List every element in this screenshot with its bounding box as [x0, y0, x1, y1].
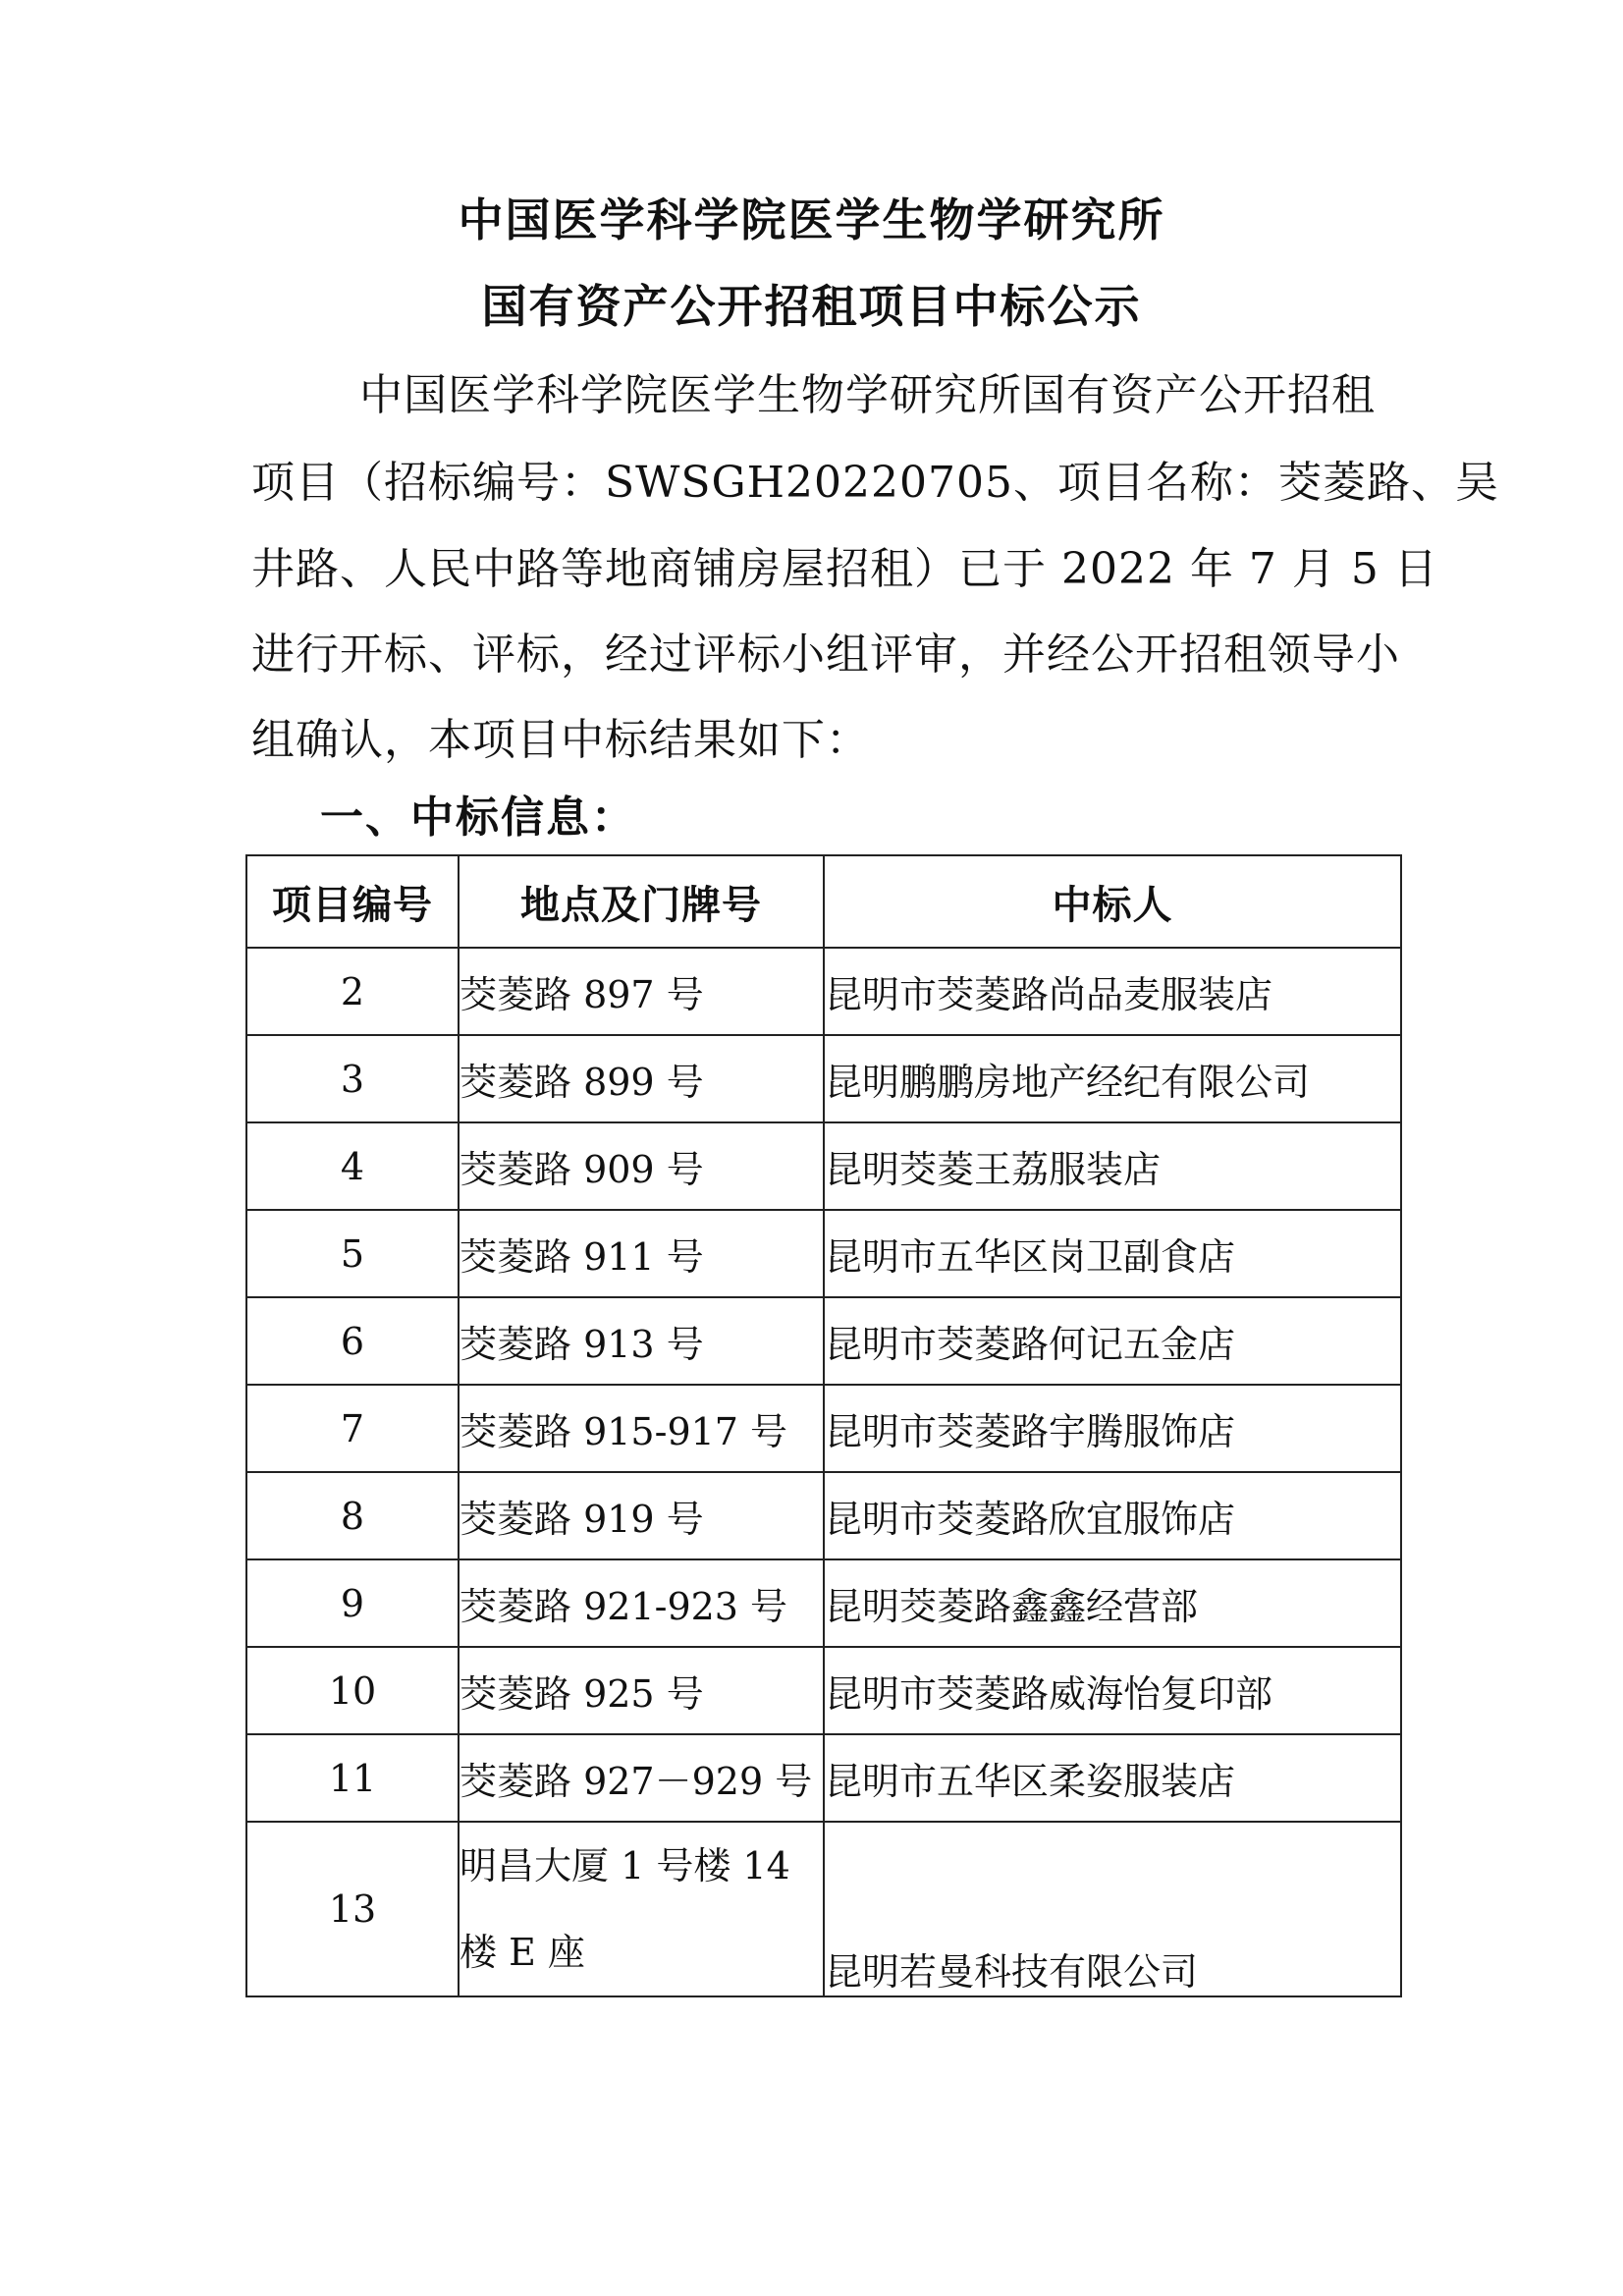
table-row [246, 1822, 1401, 1996]
header-project-no: 项目编号 [246, 855, 459, 948]
table-row [246, 1210, 1401, 1297]
intro-line-5: 组确认，本项目中标结果如下： [251, 715, 870, 765]
cell-address: 茭菱路 927－929 号 [459, 1734, 824, 1822]
cell-project-no: 11 [246, 1734, 459, 1822]
table-row [246, 1035, 1401, 1122]
header-winner: 中标人 [824, 855, 1401, 948]
cell-winner: 昆明鹏鹏房地产经纪有限公司 [824, 1035, 1401, 1122]
table-row [246, 1472, 1401, 1559]
cell-address: 茭菱路 921-923 号 [459, 1559, 824, 1647]
cell-project-no: 7 [246, 1385, 459, 1472]
table-row [246, 1385, 1401, 1472]
intro-line-2: 项目（招标编号：SWSGH20220705、项目名称：茭菱路、吴 [251, 458, 1499, 508]
cell-address: 茭菱路 899 号 [459, 1035, 824, 1122]
cell-winner: 昆明市茭菱路威海怡复印部 [824, 1647, 1401, 1734]
table-row [246, 1297, 1401, 1385]
cell-project-no: 10 [246, 1647, 459, 1734]
cell-project-no: 9 [246, 1559, 459, 1647]
cell-address: 茭菱路 897 号 [459, 948, 824, 1035]
cell-address: 茭菱路 919 号 [459, 1472, 824, 1559]
cell-address: 茭菱路 925 号 [459, 1647, 824, 1734]
table-row [246, 1122, 1401, 1210]
cell-project-no: 3 [246, 1035, 459, 1122]
cell-winner: 昆明市茭菱路尚品麦服装店 [824, 948, 1401, 1035]
table-header-row [246, 855, 1401, 948]
cell-winner: 昆明市茭菱路何记五金店 [824, 1297, 1401, 1385]
cell-winner: 昆明市茭菱路宇腾服饰店 [824, 1385, 1401, 1472]
intro-line-1: 中国医学科学院医学生物学研究所国有资产公开招租 [359, 370, 1376, 420]
header-address: 地点及门牌号 [459, 855, 824, 948]
table-row [246, 1647, 1401, 1734]
cell-winner: 昆明市五华区柔姿服装店 [824, 1734, 1401, 1822]
cell-project-no: 6 [246, 1297, 459, 1385]
intro-line-4: 进行开标、评标，经过评标小组评审，并经公开招租领导小 [251, 629, 1400, 680]
cell-project-no: 8 [246, 1472, 459, 1559]
page-title-line-1: 中国医学科学院医学生物学研究所 [458, 193, 1165, 246]
cell-winner: 昆明茭菱路鑫鑫经营部 [824, 1559, 1401, 1647]
cell-winner: 昆明市茭菱路欣宜服饰店 [824, 1472, 1401, 1559]
table-row [246, 948, 1401, 1035]
cell-address: 茭菱路 911 号 [459, 1210, 824, 1297]
cell-project-no: 4 [246, 1122, 459, 1210]
cell-project-no: 2 [246, 948, 459, 1035]
cell-project-no: 5 [246, 1210, 459, 1297]
section-heading: 一、中标信息： [320, 793, 636, 843]
table-row [246, 1734, 1401, 1822]
page-title-line-2: 国有资产公开招租项目中标公示 [481, 280, 1142, 333]
intro-line-3: 井路、人民中路等地商铺房屋招租）已于 2022 年 7 月 5 日 [251, 544, 1438, 594]
cell-winner: 昆明市五华区岗卫副食店 [824, 1210, 1401, 1297]
cell-winner: 昆明若曼科技有限公司 [824, 1822, 1401, 1996]
cell-address: 茭菱路 915-917 号 [459, 1385, 824, 1472]
cell-address: 茭菱路 909 号 [459, 1122, 824, 1210]
cell-winner: 昆明茭菱王荔服装店 [824, 1122, 1401, 1210]
table-row [246, 1559, 1401, 1647]
cell-address: 明昌大厦 1 号楼 14 楼 E 座 [459, 1822, 824, 1996]
cell-project-no: 13 [246, 1822, 459, 1996]
result-table [245, 854, 1402, 1997]
cell-address: 茭菱路 913 号 [459, 1297, 824, 1385]
